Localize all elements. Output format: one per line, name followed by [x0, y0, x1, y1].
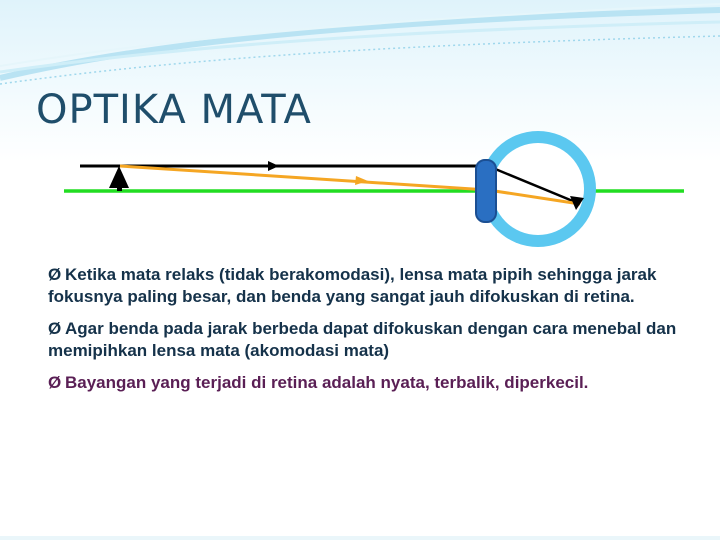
bullet-item: [48, 264, 716, 308]
page-title: OPTIKA MATA: [36, 87, 312, 133]
bullet-text: Ketika mata relaks (tidak berakomodasi), lensa mata pipih sehingga jarak fokusnya paling besar, dan benda yang sangat jauh difokuskan di retina.: [48, 265, 657, 306]
bullet-item: [48, 372, 716, 394]
bullet-item: [48, 318, 716, 362]
bullet-marker-icon: Ø: [48, 319, 62, 338]
object-arrow-icon: [109, 166, 129, 191]
bullet-marker-icon: Ø: [48, 373, 62, 392]
lens-icon: [476, 160, 496, 222]
bullet-marker-icon: Ø: [48, 265, 62, 284]
bullet-text: Bayangan yang terjadi di retina adalah nyata, terbalik, diperkecil.: [65, 373, 589, 392]
bullet-text: Agar benda pada jarak berbeda dapat difokuskan dengan cara menebal dan memipihkan lensa mata (akomodasi mata): [48, 319, 677, 360]
eye-icon: [480, 131, 596, 247]
